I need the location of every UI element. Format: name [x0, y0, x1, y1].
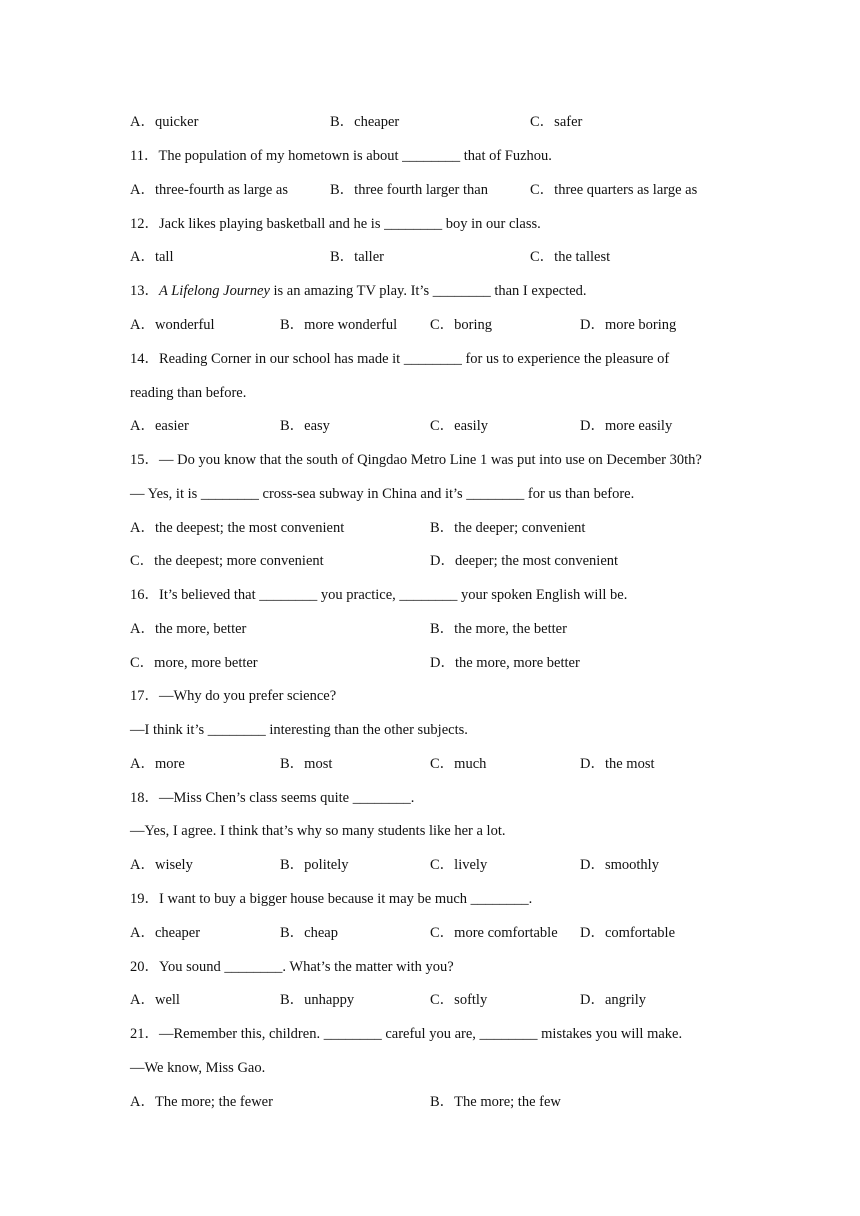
q17-stem-line1: 17．—Why do you prefer science?: [130, 688, 337, 704]
q15-option-d[interactable]: D．deeper; the most convenient: [430, 553, 619, 569]
q18-stem-line1: 18．—Miss Chen’s class seems quite ________.: [130, 790, 415, 806]
q13-option-b[interactable]: B．more wonderful: [280, 317, 398, 333]
q10-option-a[interactable]: A．quicker: [130, 114, 199, 130]
q11-stem: 11．The population of my hometown is about ________ that of Fuzhou.: [130, 148, 552, 164]
q19-option-b[interactable]: B．cheap: [280, 925, 338, 941]
q12-option-a[interactable]: A．tall: [130, 249, 174, 265]
q16-option-a[interactable]: A．the more, better: [130, 621, 247, 637]
q20-option-a[interactable]: A．well: [130, 992, 180, 1008]
q17-option-b[interactable]: B．most: [280, 756, 333, 772]
q18-stem-line2: —Yes, I agree. I think that’s why so many students like her a lot.: [130, 823, 506, 839]
q20-option-b[interactable]: B．unhappy: [280, 992, 355, 1008]
q21-option-b[interactable]: B．The more; the few: [430, 1094, 561, 1110]
q11-option-a[interactable]: A．three-fourth as large as: [130, 182, 288, 198]
q14-stem-line1: 14．Reading Corner in our school has made it ________ for us to experience the pleasure of: [130, 351, 670, 367]
q15-stem-line1: 15．— Do you know that the south of Qingdao Metro Line 1 was put into use on December 30th?: [130, 452, 702, 468]
q21-option-a[interactable]: A．The more; the fewer: [130, 1094, 273, 1110]
q14-option-c[interactable]: C．easily: [430, 418, 488, 434]
q11-option-c[interactable]: C．three quarters as large as: [530, 182, 698, 198]
q18-option-b[interactable]: B．politely: [280, 857, 349, 873]
q13-rest: is an amazing TV play. It’s ________ than I expected.: [269, 283, 587, 299]
q12-option-c[interactable]: C．the tallest: [530, 249, 611, 265]
q13-title: A Lifelong Journey: [159, 283, 270, 299]
q18-option-a[interactable]: A．wisely: [130, 857, 193, 873]
q15-option-a[interactable]: A．the deepest; the most convenient: [130, 520, 345, 536]
q14-option-a[interactable]: A．easier: [130, 418, 189, 434]
q16-option-c[interactable]: C．more, more better: [130, 655, 258, 671]
q11-option-b[interactable]: B．three fourth larger than: [330, 182, 488, 198]
q19-option-c[interactable]: C．more comfortable: [430, 925, 558, 941]
q18-option-d[interactable]: D．smoothly: [580, 857, 659, 873]
q19-option-a[interactable]: A．cheaper: [130, 925, 201, 941]
q21-stem-line1: 21．—Remember this, children. ________ careful you are, ________ mistakes you will make.: [130, 1026, 683, 1042]
q18-option-c[interactable]: C．lively: [430, 857, 488, 873]
q14-option-d[interactable]: D．more easily: [580, 418, 673, 434]
q12-option-b[interactable]: B．taller: [330, 249, 384, 265]
q14-stem-line2: reading than before.: [130, 385, 247, 401]
q13-option-a[interactable]: A．wonderful: [130, 317, 215, 333]
q19-option-d[interactable]: D．comfortable: [580, 925, 676, 941]
q15-option-c[interactable]: C．the deepest; more convenient: [130, 553, 324, 569]
q13-number: 13．: [130, 283, 159, 299]
q20-stem: 20．You sound ________. What’s the matter with you?: [130, 959, 454, 975]
q13-stem: [130, 282, 587, 300]
q12-stem: 12．Jack likes playing basketball and he is ________ boy in our class.: [130, 216, 541, 232]
q10-option-b[interactable]: B．cheaper: [330, 114, 400, 130]
q21-stem-line2: —We know, Miss Gao.: [130, 1060, 266, 1076]
q13-option-c[interactable]: C．boring: [430, 317, 493, 333]
q10-option-c[interactable]: C．safer: [530, 114, 583, 130]
q19-stem: 19．I want to buy a bigger house because it may be much ________.: [130, 891, 533, 907]
q14-option-b[interactable]: B．easy: [280, 418, 330, 434]
q17-stem-line2: —I think it’s ________ interesting than the other subjects.: [130, 722, 468, 738]
q15-stem-line2: — Yes, it is ________ cross-sea subway in China and it’s ________ for us than before.: [130, 486, 635, 502]
q20-option-c[interactable]: C．softly: [430, 992, 488, 1008]
q16-option-d[interactable]: D．the more, more better: [430, 655, 580, 671]
q16-stem: 16．It’s believed that ________ you practice, ________ your spoken English will be.: [130, 587, 628, 603]
q15-option-b[interactable]: B．the deeper; convenient: [430, 520, 586, 536]
q17-option-d[interactable]: D．the most: [580, 756, 655, 772]
q20-option-d[interactable]: D．angrily: [580, 992, 647, 1008]
q17-option-c[interactable]: C．much: [430, 756, 487, 772]
q13-option-d[interactable]: D．more boring: [580, 317, 677, 333]
q17-option-a[interactable]: A．more: [130, 756, 185, 772]
q16-option-b[interactable]: B．the more, the better: [430, 621, 567, 637]
